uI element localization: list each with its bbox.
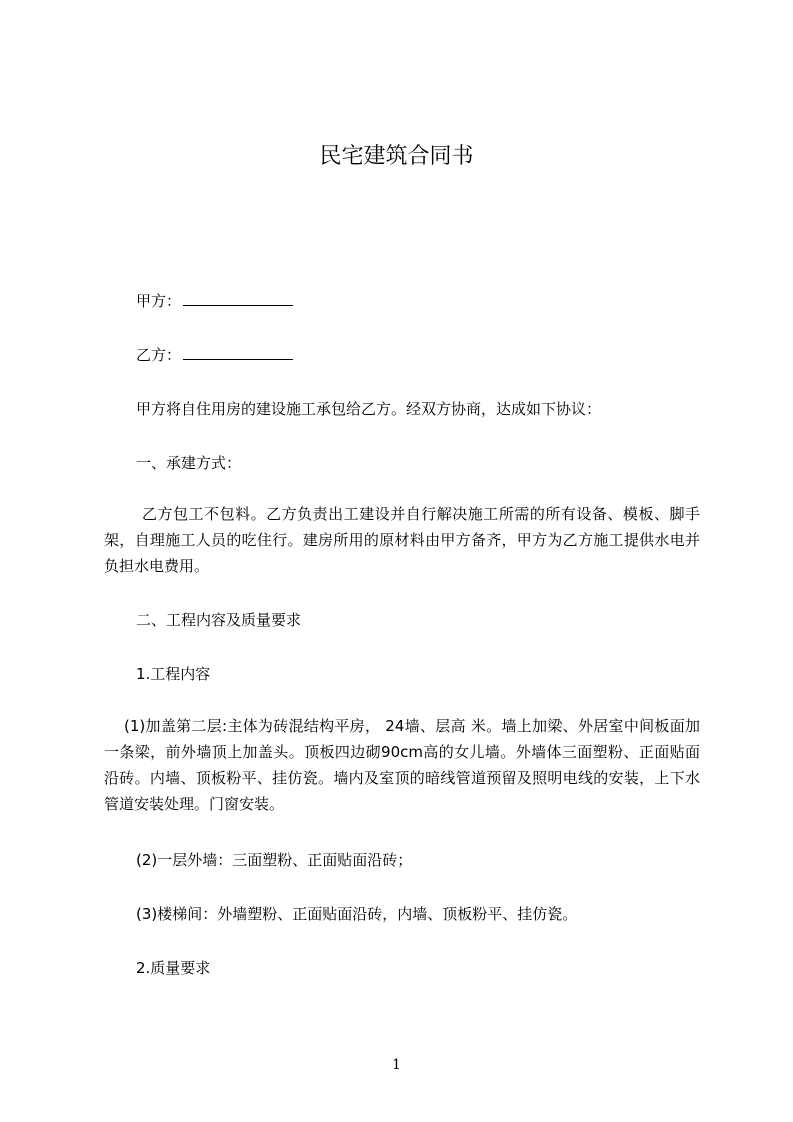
section-2-heading: 二、工程内容及质量要求 xyxy=(136,611,302,629)
item-3-paragraph: (3)楼梯间：外墙塑粉、正面贴面沿砖，内墙、顶板粉平、挂仿瓷。 xyxy=(136,905,578,923)
party-b-label: 乙方： xyxy=(136,346,182,364)
intro-paragraph: 甲方将自住用房的建设施工承包给乙方。经双方协商，达成如下协议： xyxy=(136,400,602,418)
subsection-2-heading: 2.质量要求 xyxy=(136,959,211,977)
party-a-blank xyxy=(183,291,293,306)
item-1-paragraph: (1)加盖第二层:主体为砖混结构平房， 24墙、层高 米。墙上加梁、外居室中间板面加一条梁，前外墙顶上加盖头。顶板四边砌90cm高的女儿墙。外墙体三面塑粉、正面贴面沿砖。内墙、顶板粉平、挂仿瓷。墙内及室顶的暗线管道预留及照明电线的安装，上下水管道安装处理。门窗安装。 xyxy=(104,717,700,813)
document-title: 民宅建筑合同书 xyxy=(319,144,474,169)
section-1-heading: 一、承建方式： xyxy=(136,454,242,472)
party-a-label: 甲方： xyxy=(136,292,182,310)
subsection-1-heading: 1.工程内容 xyxy=(136,665,211,683)
section-1-body: 乙方包工不包料。乙方负责出工建设并自行解决施工所需的所有设备、模板、脚手架，自理施工人员的吃住行。建房所用的原材料由甲方备齐，甲方为乙方施工提供水电并负担水电费用。 xyxy=(104,505,700,575)
party-a-line xyxy=(136,291,293,311)
item-2-paragraph: (2)一层外墙：三面塑粉、正面贴面沿砖； xyxy=(136,851,413,869)
page-number: 1 xyxy=(392,1057,401,1073)
party-b-line xyxy=(136,345,293,365)
party-b-blank xyxy=(183,345,293,360)
